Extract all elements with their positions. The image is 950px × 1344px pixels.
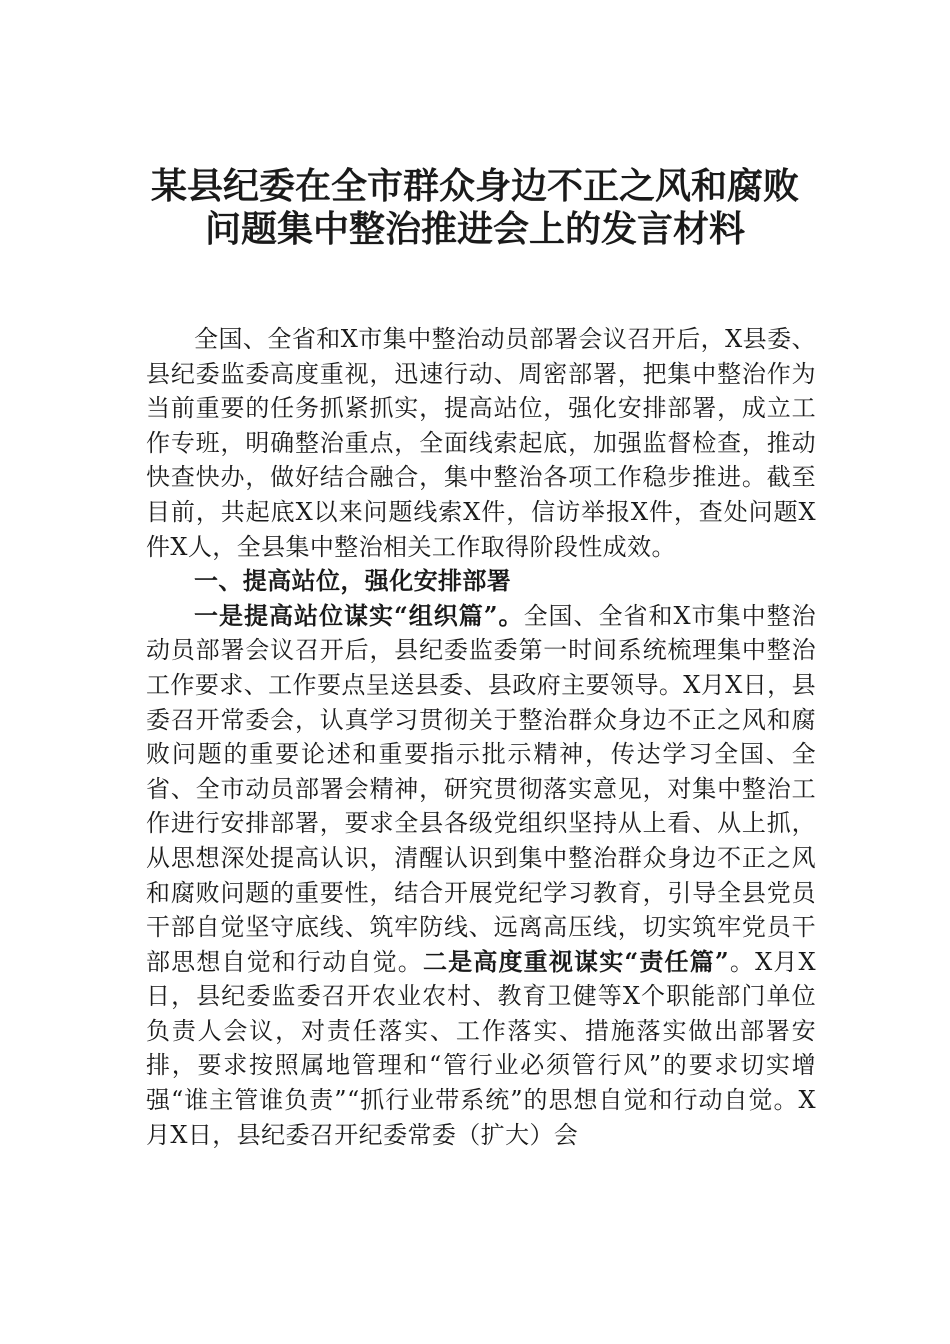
paragraph-responsibility-lead: 二是高度重视谋实“责任篇”: [422, 946, 730, 976]
paragraph-organization-text: 全国、全省和X市集中整治动员部署会议召开后，县纪委监委第一时间系统梳理集中整治工作要求、工作要点呈送县委、县政府主要领导。X月X日，县委召开常委会，认真学习贯彻关于整治群众身边不正之风和腐败问题的重要论述和重要指示批示精神，传达学习全国、全省、全市动员部署会精神，研究贯彻落实意见，对集中整治工作进行安排部署，要求全县各级党组织坚持从上看、从上抓，从思想深处提高认识，清醒认识到集中整治群众身边不正之风和腐败问题的重要性，结合开展党纪学习教育，引导全县党员干部自觉坚守底线、筑牢防线、远离高压线，切实筑牢党员干部思想自觉和行动自觉。: [146, 601, 816, 976]
paragraph-responsibility-text: 。X月X日，县纪委监委召开农业农村、教育卫健等X个职能部门单位负责人会议，对责任落实、工作落实、措施落实做出部署安排，要求按照属地管理和“管行业必须管行风”的要求切实增强“谁主管谁负责”“抓行业带系统”的思想自觉和行动自觉。X月X日，县纪委召开纪委常委（扩大）会: [146, 947, 817, 1149]
document-title-line-1: 某县纪委在全市群众身边不正之风和腐败: [150, 165, 799, 207]
document-body: [146, 322, 816, 1152]
paragraph-organization-lead: 一是提高站位谋实“组织篇”。: [194, 600, 524, 630]
paragraph-organization: [146, 599, 816, 1153]
section-heading-1: 一、提高站位，强化安排部署: [194, 567, 512, 596]
document-title-line-2: 问题集中整治推进会上的发言材料: [204, 208, 745, 250]
intro-paragraph: 全国、全省和X市集中整治动员部署会议召开后，X县委、县纪委监委高度重视，迅速行动、周密部署，把集中整治作为当前重要的任务抓紧抓实，提高站位，强化安排部署，成立工作专班，明确整治重点，全面线索起底，加强监督检查，推动快查快办，做好结合融合，集中整治各项工作稳步推进。截至目前，共起底X以来问题线索X件，信访举报X件，查处问题X件X人，全县集中整治相关工作取得阶段性成效。: [146, 325, 816, 561]
